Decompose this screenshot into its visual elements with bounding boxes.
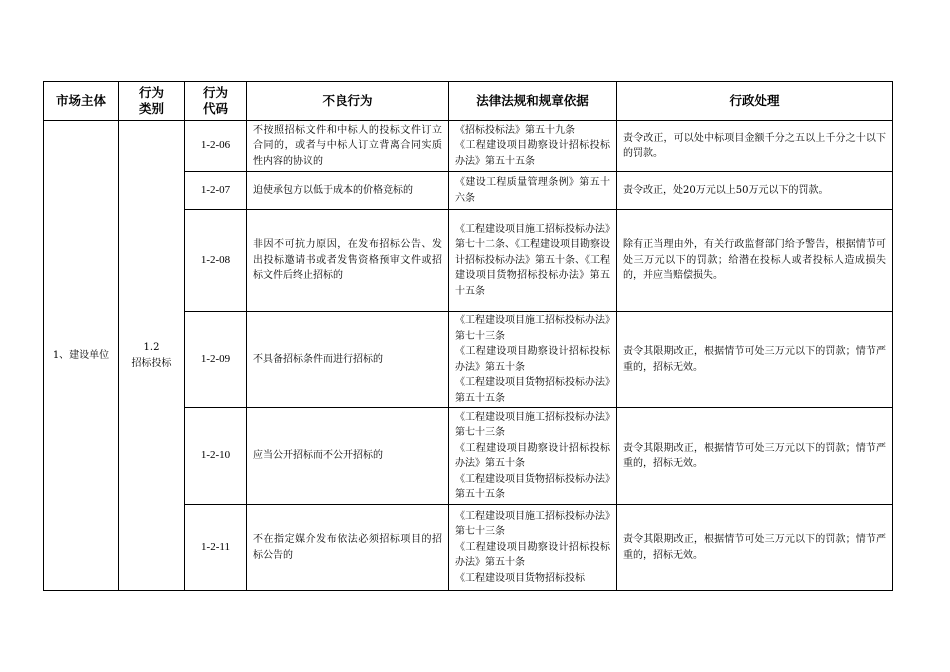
basis-line: 《工程建设项目施工招标投标办法》第七十三条 [455, 411, 610, 438]
basis-line: 《工程建设项目货物招标投标办法》第五十五条 [455, 377, 610, 404]
basis-line: 《工程建设项目勘察设计招标投标办法》第五十条 [455, 442, 610, 469]
penalty-cell: 责令其限期改正，根据情节可处三万元以下的罚款；情节严重的，招标无效。 [617, 408, 893, 505]
basis-line: 《工程建设项目勘察设计招标投标办法》第五十条 [455, 346, 610, 373]
penalty-cell: 除有正当理由外，有关行政监督部门给予警告，根据情节可处三万元以下的罚款；给潜在投标人或者投标人造成损失的，并应当赔偿损失。 [617, 210, 893, 312]
behavior-cell: 不具备招标条件而进行招标的 [247, 312, 449, 408]
basis-cell [449, 121, 617, 172]
code-cell: 1-2-08 [185, 210, 247, 312]
code-cell: 1-2-07 [185, 172, 247, 210]
basis-line: 《招标投标法》第五十九条 [455, 124, 575, 136]
code-cell: 1-2-10 [185, 408, 247, 505]
behavior-cell: 应当公开招标而不公开招标的 [247, 408, 449, 505]
penalty-cell: 责令改正，处20万元以上50万元以下的罚款。 [617, 172, 893, 210]
penalty-cell: 责令改正，可以处中标项目金额千分之五以上千分之十以下的罚款。 [617, 121, 893, 172]
bad-behavior-table [43, 81, 893, 591]
category-cell [119, 121, 185, 591]
market-subject-cell: 1、建设单位 [44, 121, 119, 591]
header-basis: 法律法规和规章依据 [449, 82, 617, 121]
header-subject: 市场主体 [44, 82, 119, 121]
category-number: 1.2 [143, 342, 160, 353]
behavior-cell: 非因不可抗力原因，在发布招标公告、发出投标邀请书或者发售资格预审文件或招标文件后终止招标的 [247, 210, 449, 312]
basis-cell [449, 172, 617, 210]
header-category-line2: 类别 [138, 101, 164, 116]
penalty-cell: 责令其限期改正，根据情节可处三万元以下的罚款；情节严重的，招标无效。 [617, 312, 893, 408]
basis-cell [449, 210, 617, 312]
basis-line: 《工程建设项目勘察设计招标投标办法》第五十条 [455, 541, 610, 569]
basis-line: 《工程建设项目施工招标投标办法》第七十三条 [455, 510, 610, 538]
header-category-line1: 行为 [138, 85, 164, 100]
category-name: 招标投标 [131, 357, 172, 369]
basis-cell [449, 408, 617, 505]
header-code-line1: 行为 [202, 85, 228, 100]
header-code-line2: 代码 [202, 101, 228, 116]
code-cell: 1-2-11 [185, 505, 247, 591]
header-category [119, 82, 185, 121]
behavior-cell: 迫使承包方以低于成本的价格竞标的 [247, 172, 449, 210]
basis-line: 《工程建设项目货物招标投标 [455, 572, 585, 584]
header-behavior: 不良行为 [247, 82, 449, 121]
basis-cell [449, 312, 617, 408]
basis-line: 《建设工程质量管理条例》第五十六条 [455, 177, 610, 204]
behavior-cell: 不在指定媒介发布依法必须招标项目的招标公告的 [247, 505, 449, 591]
code-cell: 1-2-06 [185, 121, 247, 172]
basis-line: 《工程建设项目施工招标投标办法》第七十二条、《工程建设项目勘察设计招标投标办法》第五十条、《工程建设项目货物招标投标办法》第五十五条 [455, 223, 610, 297]
header-penalty: 行政处理 [617, 82, 893, 121]
penalty-cell: 责令其限期改正，根据情节可处三万元以下的罚款；情节严重的，招标无效。 [617, 505, 893, 591]
basis-line: 《工程建设项目勘察设计招标投标办法》第五十五条 [455, 140, 610, 167]
header-row [44, 82, 893, 121]
basis-line: 《工程建设项目货物招标投标办法》第五十五条 [455, 473, 610, 500]
basis-line: 《工程建设项目施工招标投标办法》第七十三条 [455, 315, 610, 342]
behavior-cell: 不按照招标文件和中标人的投标文件订立合同的，或者与中标人订立背离合同实质性内容的协议的 [247, 121, 449, 172]
code-cell: 1-2-09 [185, 312, 247, 408]
basis-cell [449, 505, 617, 591]
table-row [44, 121, 893, 172]
header-code [185, 82, 247, 121]
